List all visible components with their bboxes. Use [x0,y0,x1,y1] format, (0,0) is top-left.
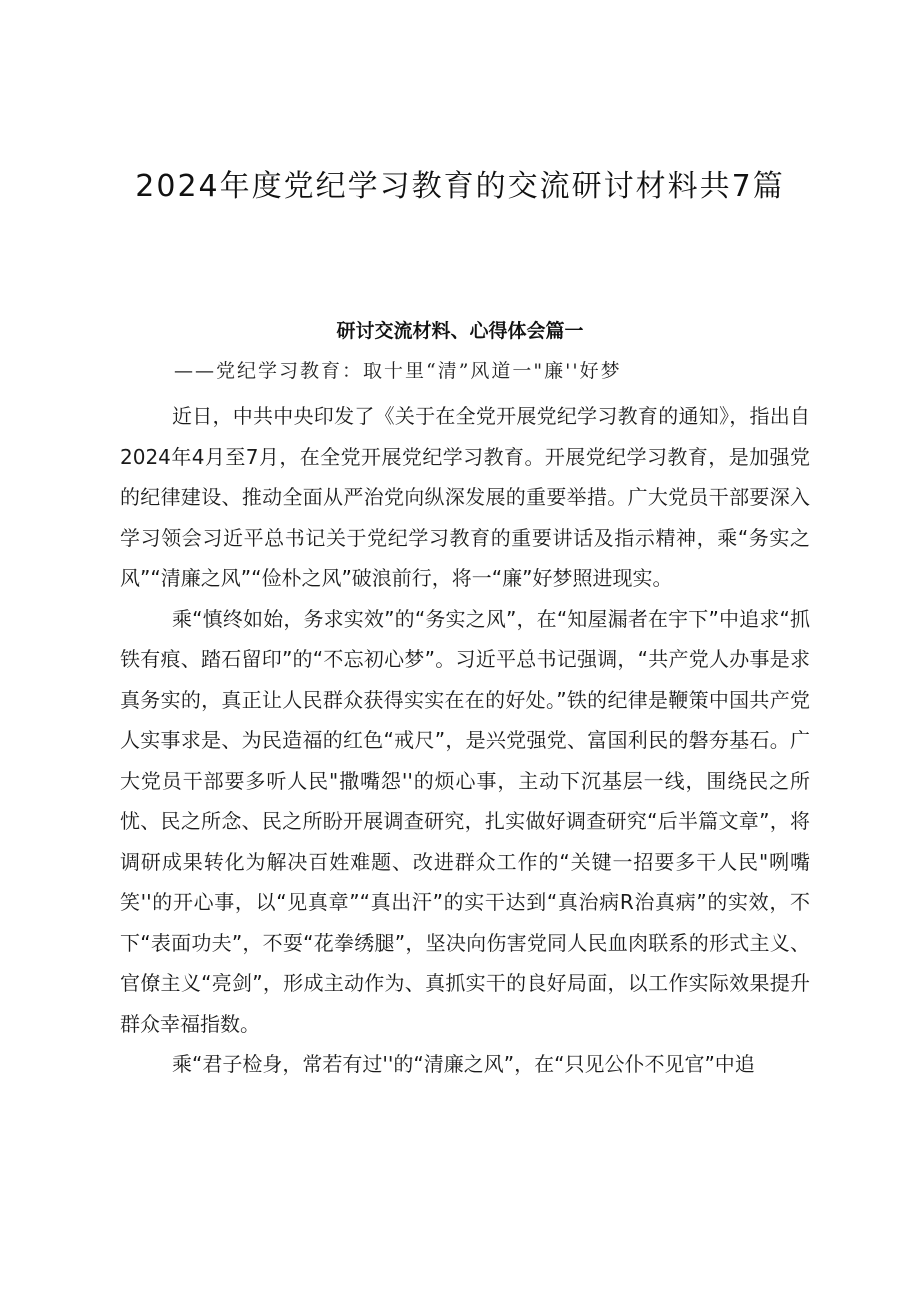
paragraph: 近日，中共中央印发了《关于在全党开展党纪学习教育的通知》，指出自2024年4月至7月，在全党开展党纪学习教育。开展党纪学习教育，是加强党的纪律建设、推动全面从严治党向纵深发展的重要举措。广大党员干部要深入学习领会习近平总书记关于党纪学习教育的重要讲话及指示精神，乘“务实之风”“清廉之风”“俭朴之风”破浪前行，将一“廉”好梦照进现实。 [120,404,810,590]
section-heading: 研讨交流材料、心得体会篇一 [336,320,584,342]
document-title: 2024年度党纪学习教育的交流研讨材料共7篇 [135,169,785,204]
section-subtitle: ——党纪学习教育：取十里“清”风道一"廉''好梦 [174,360,622,382]
paragraph: 乘“君子检身，常若有过''的“清廉之风”，在“只见公仆不见官”中追 [172,1052,755,1076]
document-body [120,396,810,1085]
paragraph: 乘“慎终如始，务求实效”的“务实之风”，在“知屋漏者在宇下”中追求“抓铁有痕、踏石留印”的“不忘初心梦”。习近平总书记强调，“共产党人办事是求真务实的，真正让人民群众获得实实在在的好处。”铁的纪律是鞭策中国共产党人实事求是、为民造福的红色“戒尺”，是兴党强党、富国利民的磐夯基石。广大党员干部要多听人民"撒嘴怨''的烦心事，主动下沉基层一线，围绕民之所忧、民之所念、民之所盼开展调查研究，扎实做好调查研究“后半篇文章”，将调研成果转化为解决百姓难题、改进群众工作的“关键一招要多干人民"咧嘴笑''的开心事，以“见真章”“真出汗”的实干达到“真治病R治真病”的实效，不下“表面功夫”，不耍“花拳绣腿”，坚决向伤害党同人民血肉联系的形式主义、官僚主义“亮剑”，形成主动作为、真抓实干的良好局面，以工作实际效果提升群众幸福指数。 [120,606,810,1036]
